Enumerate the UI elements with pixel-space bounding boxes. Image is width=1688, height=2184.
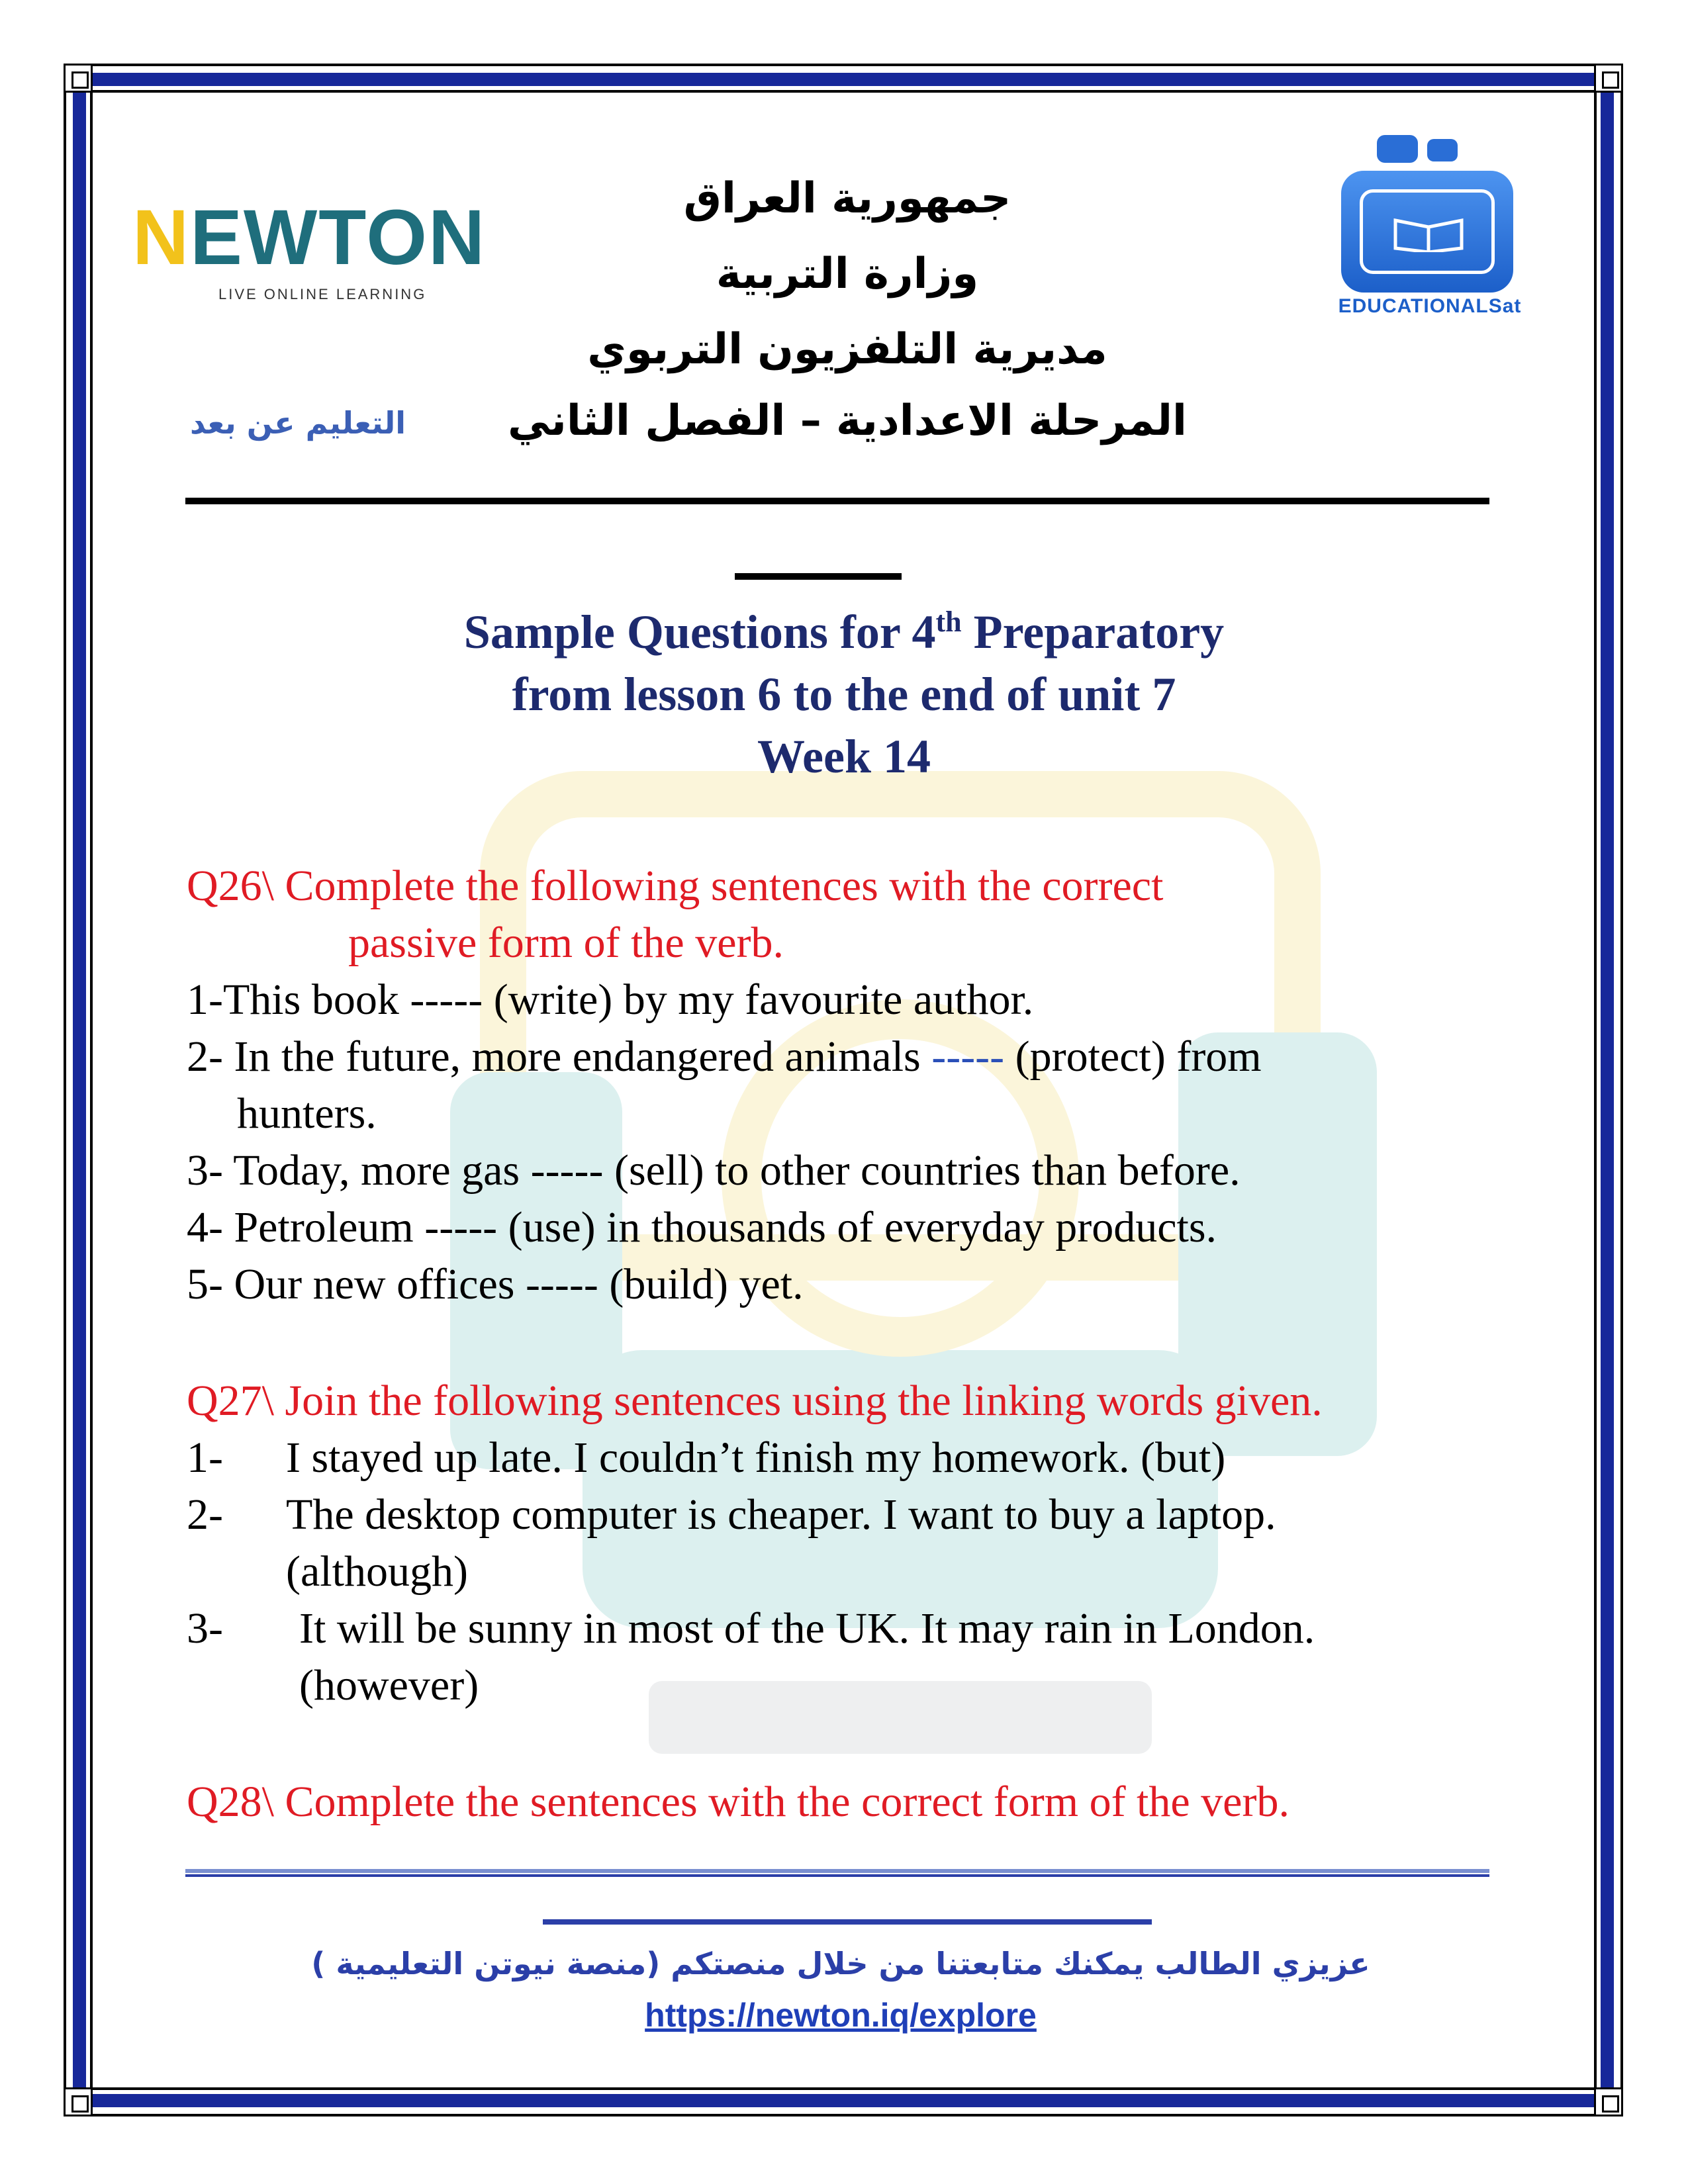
- q28-heading: Q28\ Complete the sentences with the correct form of the verb.: [187, 1778, 1289, 1826]
- q27-item-2-num: 2-: [187, 1490, 223, 1539]
- footer-follow-text: عزيزي الطالب يمكنك متابعتنا من خلال منصتكم (منصة نيوتن التعليمية ): [311, 1946, 1370, 1981]
- footer-divider-short: [543, 1919, 1152, 1925]
- q26-item-5: 5- Our new offices ----- (build) yet.: [187, 1260, 804, 1308]
- footer-divider: [185, 1869, 1489, 1873]
- tv-icon: [1341, 171, 1513, 293]
- header-divider: [185, 498, 1489, 504]
- q27-item-3: It will be sunny in most of the UK. It may rain in London.: [299, 1604, 1315, 1653]
- q26-heading-cont: passive form of the verb.: [348, 919, 784, 967]
- q27-item-3-num: 3-: [187, 1604, 223, 1653]
- header-divider-short: [735, 573, 902, 580]
- q27-item-1-num: 1-: [187, 1433, 223, 1482]
- header-line-stage: المرحلة الاعدادية – الفصل الثاني: [508, 396, 1187, 445]
- q26-item-3: 3- Today, more gas ----- (sell) to other countries than before.: [187, 1146, 1241, 1195]
- q27-item-3-cont: (however): [299, 1661, 479, 1709]
- q26-item-1: 1-This book ----- (write) by my favourite author.: [187, 976, 1034, 1024]
- header-line-directorate: مديرية التلفزيون التربوي: [587, 325, 1107, 374]
- open-book-icon: [1392, 215, 1465, 252]
- header-line-republic: جمهورية العراق: [683, 174, 1011, 223]
- q27-item-1: I stayed up late. I couldn’t finish my homework. (but): [286, 1433, 1226, 1482]
- title-line-3: Week 14: [757, 730, 931, 783]
- corner-ornament: [1594, 2087, 1623, 2116]
- title-line-2: from lesson 6 to the end of unit 7: [512, 668, 1176, 721]
- educational-sat-logo: [1317, 126, 1542, 324]
- corner-ornament: [64, 2087, 93, 2116]
- explore-link[interactable]: https://newton.iq/explore: [645, 1997, 1037, 2034]
- q26-item-4: 4- Petroleum ----- (use) in thousands of everyday products.: [187, 1203, 1217, 1251]
- q26-item-2: 2- In the future, more endangered animals ----- (protect) from: [187, 1032, 1262, 1081]
- corner-ornament: [1594, 64, 1623, 93]
- corner-ornament: [64, 64, 93, 93]
- newton-logo: [132, 194, 487, 311]
- q27-item-2: The desktop computer is cheaper. I want to buy a laptop.: [286, 1490, 1276, 1539]
- newton-logo-tagline: LIVE ONLINE LEARNING: [218, 286, 427, 302]
- q27-item-2-cont: (although): [286, 1547, 468, 1596]
- remote-learning-label: التعليم عن بعد: [189, 405, 406, 441]
- document-title: [199, 601, 1489, 788]
- header-line-ministry: وزارة التربية: [716, 250, 979, 298]
- title-line-1: Sample Questions for 4th Preparatory: [463, 606, 1225, 659]
- q26-item-2-cont: hunters.: [237, 1089, 377, 1138]
- q27-heading: Q27\ Join the following sentences using the linking words given.: [187, 1377, 1323, 1425]
- q26-heading: Q26\ Complete the following sentences with the correct: [187, 862, 1164, 910]
- educational-sat-wordmark: EDUCATIONALSat: [1338, 295, 1522, 317]
- newton-logo-word: NEWTON: [132, 194, 487, 281]
